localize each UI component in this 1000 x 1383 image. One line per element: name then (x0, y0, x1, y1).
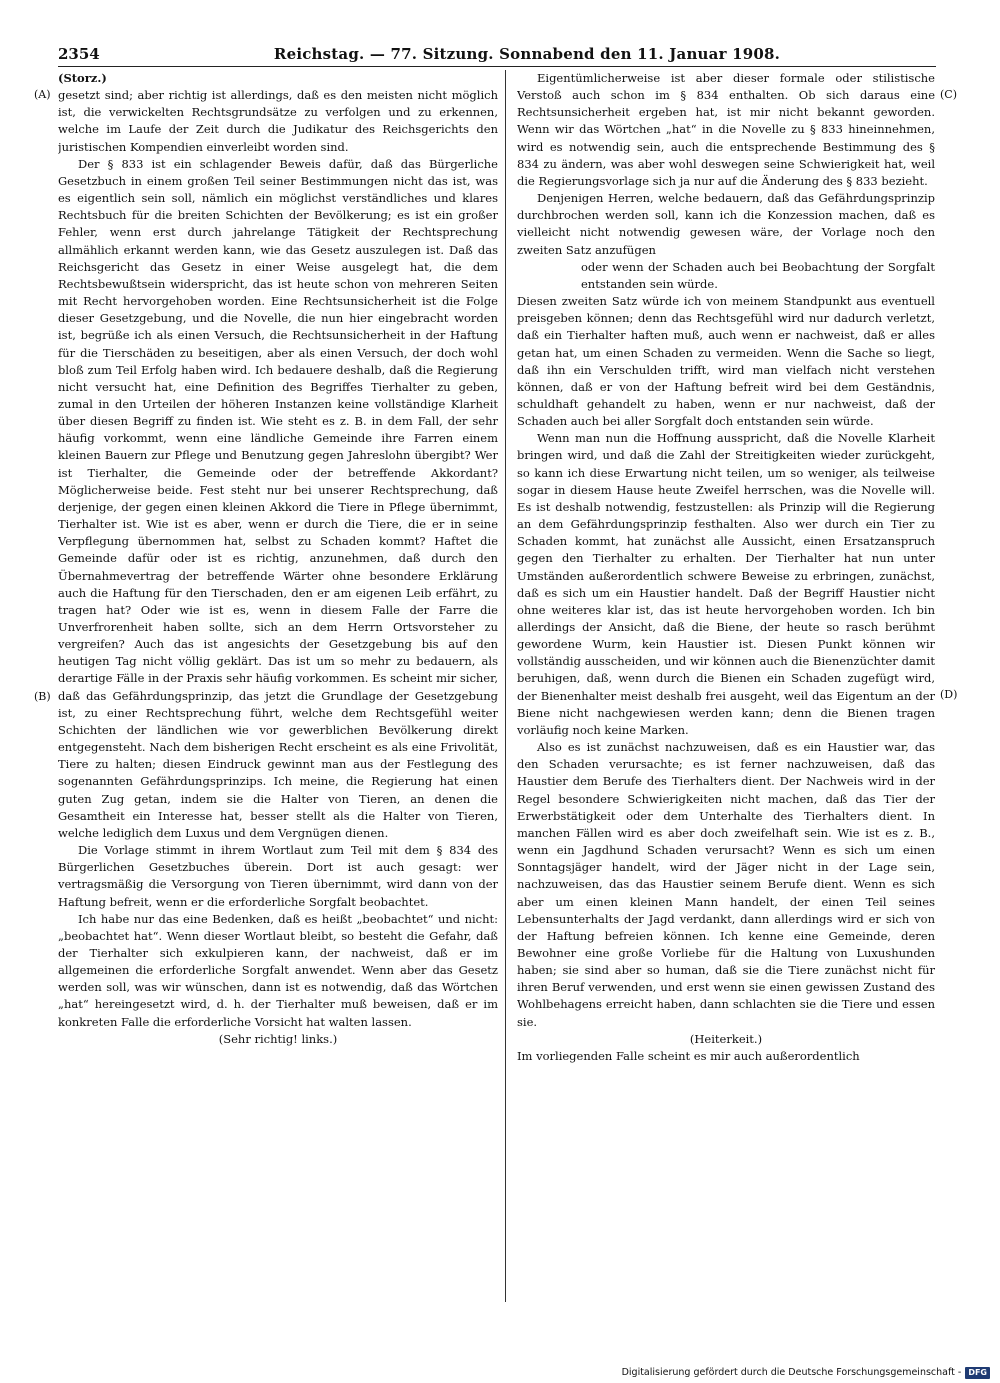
margin-marker-b: (B) (34, 690, 51, 703)
page-number: 2354 (58, 45, 100, 63)
running-head: Reichstag. — 77. Sitzung. Sonnabend den 11. Januar 1908. (273, 45, 781, 63)
left-paragraph-4: Ich habe nur das eine Bedenken, daß es heißt „beobachtet“ und nicht: „beobachtet hat“. Wenn dieser Wortlaut bleibt, so besteht die Gefahr, daß der Tierhalter sich exkulpieren kann, der nachweist, daß er im allgemeinen die erforderliche Sorgfalt anwendet. Wenn aber das Gesetz werden soll, was wir wünschen, dann ist es notwendig, daß das Wörtchen „hat“ hereingesetzt wird, d. h. der Tierhalter muß beweisen, daß er im konkreten Falle die erforderliche Vorsicht hat walten lassen. (58, 911, 498, 1029)
right-paragraph-6: Im vorliegenden Falle scheint es mir auch außerordentlich (517, 1048, 860, 1063)
speaker-name: (Storz.) (58, 71, 107, 85)
right-quote: oder wenn der Schaden auch bei Beobachtung der Sorgfalt entstanden sein würde. (581, 259, 935, 291)
left-column (58, 70, 498, 1292)
footer-credit (622, 1365, 990, 1381)
right-paragraph-4: Wenn man nun die Hoffnung ausspricht, daß die Novelle Klarheit bringen wird, und daß die Zahl der Streitigkeiten wieder zurückgeht, so kann ich diese Erwartung nicht teilen, um so weniger, als teilweise sogar in diesem Hause heute Zweifel herrschen, was die Novelle will. Es ist deshalb notwendig, festzustellen: als Prinzip will die Regierung an dem Gefährdungsprinzip festhalten. Also wer durch ein Tier zu Schaden kommt, hat zunächst alle Aussicht, einen Ersatzanspruch gegen den Tierhalter zu erhalten. Der Tierhalter hat nun unter Umständen außerordentlich schwere Beweise zu erbringen, zunächst, daß es sich um ein Haustier handelt. Daß der Begriff Haustier nicht ohne weiteres klar ist, das ist heute hervorgehoben worden. Ich bin allerdings der Ansicht, daß die Biene, der heute so rasch berühmt gewordene Wurm, kein Haustier ist. Diesen Punkt können wir vollständig ausscheiden, und wir können auch die Bienenzüchter damit beruhigen, daß, wenn durch die Bienen ein Schaden zugefügt wird, der Bienenhalter meist deshalb frei ausgeht, weil das Eigentum an der Biene nicht nachgewiesen werden kann; denn die Bienen tragen vorläufig noch keine Marken. (517, 431, 935, 737)
page-header (58, 44, 936, 67)
left-paragraph-1: gesetzt sind; aber richtig ist allerdings, daß es den meisten nicht möglich ist, die verwickelten Rechtsgrundsätze zu verfolgen und zu erkennen, welche im Laufe der Zeit durch die Judikatur des Reichsgerichts den juristischen Kompendien einverleibt worden sind. (58, 88, 498, 154)
left-paragraph-2: Der § 833 ist ein schlagender Beweis dafür, daß das Bürgerliche Gesetzbuch in einem großen Teil seiner Bestimmungen nicht das ist, was es eigentlich sein soll, nämlich ein möglichst verständliches und klares Rechtsbuch für die breiten Schichten der Bevölkerung; es ist ein großer Fehler, wenn erst durch jahrelange Tätigkeit der Rechtsprechung allmählich erkannt werden kann, wie das Gesetz auszulegen ist. Daß das Reichsgericht das Gesetz in einer Weise ausgelegt hat, die dem Rechtsbewußtsein widerspricht, das ist heute schon von mehreren Seiten mit Recht hervorgehoben worden. Eine Rechtsunsicherheit ist die Folge dieser Gesetzgebung, und die Novelle, die nun hier eingebracht worden ist, begrüße ich als einen Versuch, die Rechtsunsicherheit in der Haftung für die Tierschäden zu beseitigen, aber als einen Versuch, der doch wohl bloß zum Teil Erfolg haben wird. Ich bedauere deshalb, daß die Regierung nicht versucht hat, eine Definition des Begriffes Tierhalter zu geben, zumal in den Urteilen der höheren Instanzen keine vollständige Klarheit über diesen Begriff zu finden ist. Wie steht es z. B. in dem Fall, der sehr häufig vorkommt, wenn eine ländliche Gemeinde ihre Farren einem kleinen Bauern zur Pflege und Benutzung gegen Jahreslohn übergibt? Wer ist Tierhalter, die Gemeinde oder der betreffende Akkordant? Möglicherweise beide. Fest steht nur bei unserer Rechtsprechung, daß derjenige, der gegen einen kleinen Akkord die Tiere in Pflege übernimmt, Tierhalter ist. Wie ist es aber, wenn er durch die Tiere, die er in seine Verpflegung übernommen hat, selbst zu Schaden kommt? Haftet die Gemeinde dafür oder ist es richtig, anzunehmen, daß durch den Übernahmevertrag der betreffende Wärter ohne besondere Erklärung auch die Haftung für den Tierschaden, den er am eigenen Leib erfährt, zu tragen hat? Oder wie ist es, wenn in diesem Falle der Farre die Unverfrorenheit haben sollte, sich an dem Herrn Ortsvorsteher zu vergreifen? Auch das ist angesichts der Gesetzgebung bis auf den heutigen Tag nicht völlig geklärt. Das ist um so mehr zu bedauern, als derartige Fälle in der Praxis sehr häufig vorkommen. Es scheint mir sicher, daß das Gefährdungsprinzip, das jetzt die Grundlage der Gesetzgebung ist, zu einer Rechtsprechung führt, welche dem Rechtsgefühl weiter Schichten der ländlichen wie vor gewerblichen Bevölkerung direkt entgegensteht. Nach dem bisherigen Recht erscheint es als eine Frivolität, Tiere zu halten; diesen Eindruck gewinnt man aus der Festlegung des sogenannten Gefährdungsprinzips. Ich meine, die Regierung hat einen guten Zug getan, indem sie die Halter von Tieren, an denen die Gesamtheit ein Interesse hat, besser stellt als die Halter von Tieren, welche lediglich dem Luxus und dem Vergnügen dienen. (58, 156, 498, 840)
right-column (517, 70, 935, 1292)
footer-text: Digitalisierung gefördert durch die Deutsche Forschungsgemeinschaft - (621, 1367, 962, 1378)
dfg-logo-icon: DFG (965, 1367, 990, 1379)
right-paragraph-3: Diesen zweiten Satz würde ich von meinem Standpunkt aus eventuell preisgeben können; denn das Rechtsgefühl wird nur dadurch verletzt, daß ein Tierhalter haften muß, auch wenn er nachweist, daß er alles getan hat, um einen Schaden zu vermeiden. Wenn die Sache so liegt, daß ihn ein Verschulden trifft, wird man vielfach nicht verstehen können, daß er von der Haftung befreit wird bei dem Geständnis, schuldhaft gehandelt zu haben, wenn er nur nachweist, daß der Schaden auch bei aller Sorgfalt doch entstanden sein würde. (517, 294, 935, 429)
margin-marker-d: (D) (940, 688, 958, 701)
margin-marker-a: (A) (34, 88, 51, 101)
margin-marker-c: (C) (940, 88, 957, 101)
right-interjection: (Heiterkeit.) (689, 1031, 763, 1046)
right-paragraph-2: Denjenigen Herren, welche bedauern, daß das Gefährdungsprinzip durchbrochen werden soll, kann ich die Konzession machen, daß es vielleicht nicht notwendig gewesen wäre, der Vorlage noch den zweiten Satz anzufügen (517, 191, 935, 257)
right-paragraph-5: Also es ist zunächst nachzuweisen, daß es ein Haustier war, das den Schaden verursachte; es ist ferner nachzuweisen, daß das Haustier dem Berufe des Tierhalters dient. Der Nachweis wird in der Regel besondere Schwierigkeiten nicht machen, daß das Tier der Erwerbstätigkeit oder dem Unterhalte des Tierhalters dient. In manchen Fällen wird es aber doch zweifelhaft sein. Wie ist es z. B., wenn ein Jagdhund Schaden verursacht? Wenn es sich um einen Sonntagsjäger handelt, wird der Jäger nicht in der Lage sein, nachzuweisen, das das Haustier seinem Berufe dient. Wenn es sich aber um einen kleinen Mann handelt, der einen Teil seines Lebensunterhalts der Jagd verdankt, dann allerdings wird er sich von der Haftung befreien können. Ich kenne eine Gemeinde, deren Bewohner eine große Vorliebe für die Haltung von Luxushunden haben; sie sind aber so human, daß sie die Tiere zunächst nicht für ihren Beruf verwenden, und erst wenn sie einen gewissen Zustand des Wohlbehagens erreicht haben, dann schlachten sie die Tiere und essen sie. (517, 740, 935, 1029)
left-paragraph-3: Die Vorlage stimmt in ihrem Wortlaut zum Teil mit dem § 834 des Bürgerlichen Gesetzbuches überein. Dort ist auch gesagt: wer vertragsmäßig die Versorgung von Tieren übernimmt, wird dann von der Haftung befreit, wenn er die erforderliche Sorgfalt beobachtet. (58, 843, 498, 909)
column-divider (505, 70, 506, 1302)
left-interjection: (Sehr richtig! links.) (218, 1031, 338, 1046)
right-paragraph-1: Eigentümlicherweise ist aber dieser formale oder stilistische Verstoß auch schon im § 834 enthalten. Ob sich daraus eine Rechtsunsicherheit ergeben hat, ist mir nicht bekannt geworden. Wenn wir das Wörtchen „hat“ in die Novelle zu § 833 hineinnehmen, wird es notwendig sein, auch die entsprechende Bestimmung des § 834 zu ändern, was aber wohl deswegen seine Schwierigkeit hat, weil die Regierungsvorlage sich ja nur auf die Änderung des § 833 bezieht. (517, 71, 935, 188)
